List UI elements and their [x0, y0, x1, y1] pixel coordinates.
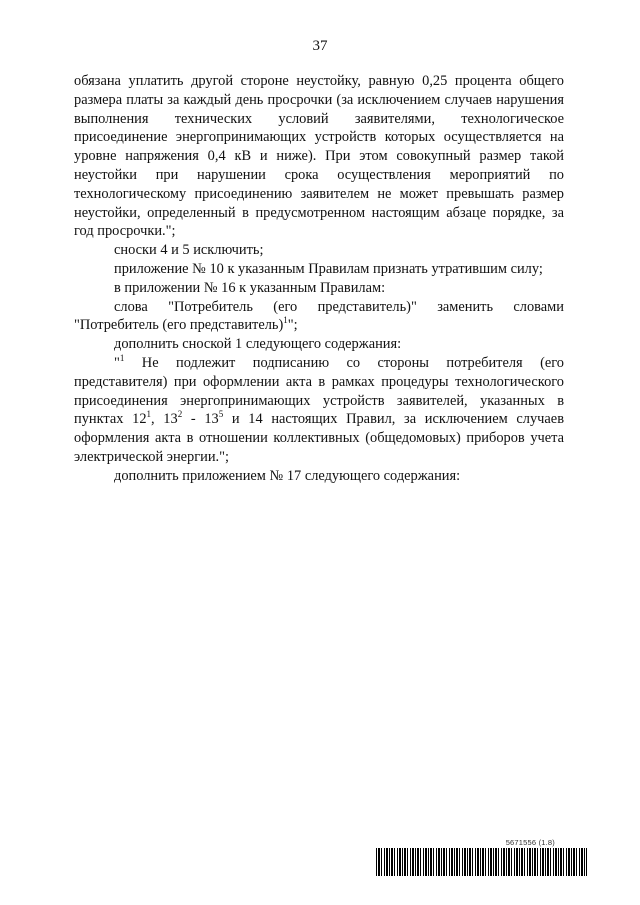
page-number: 37: [312, 38, 328, 54]
superscript: 2: [177, 409, 183, 420]
barcode-icon: [376, 848, 587, 876]
superscript: 1: [146, 409, 152, 420]
paragraph-penalty: обязана уплатить другой стороне неустойку, равную 0,25 процента общего размера платы за каждый день просрочки (за исключением случаев нарушения выполнения технических условий заявителями, технологическое присоединение энергопринимающих устройств которых осуществляется на уровне напряжения 0,4 кВ и ниже). При этом совокупный размер такой неустойки при нарушении срока осуществления мероприятий по технологическому присоединению заявителем не может превышать размер неустойки, определенный в предусмотренном настоящим абзаце порядке, за год просрочки.";: [74, 73, 564, 240]
text-segment: слова "Потребитель (его представитель)" заменить словами "Потребитель (его представитель): [74, 298, 564, 334]
text-segment: ": [114, 354, 120, 371]
paragraph-add-appendix-17: дополнить приложением № 17 следующего содержания:: [114, 467, 461, 484]
text-segment: Не подлежит подписанию со стороны потребителя (его представителя) при оформлении акта в рамках процедуры технологического присоединения энергопринимающих устройств заявителей, указанных в пунктах 12: [74, 354, 564, 428]
paragraph-replace-words: [74, 298, 564, 336]
document-body: [74, 72, 564, 486]
superscript: 1: [119, 352, 125, 363]
barcode-label: 5671556 (1.8): [505, 838, 555, 847]
text-segment: ";: [287, 317, 298, 334]
paragraph-add-footnote: дополнить сноской 1 следующего содержания:: [114, 336, 402, 353]
paragraph-footnote-text: [74, 354, 564, 467]
text-segment: , 13: [151, 411, 178, 428]
superscript: 5: [218, 409, 224, 420]
superscript: 1: [283, 315, 288, 326]
text-segment: и 14 настоящих Правил, за исключением случаев оформления акта в отношении коллективных (общедомовых) приборов учета электрической энергии.";: [74, 411, 564, 465]
text-segment: - 13: [182, 411, 219, 428]
document-barcode: [376, 838, 587, 878]
paragraph-appendix-10: приложение № 10 к указанным Правилам признать утратившим силу;: [114, 260, 543, 277]
paragraph-appendix-16: в приложении № 16 к указанным Правилам:: [114, 279, 386, 296]
paragraph-footnotes-exclude: сноски 4 и 5 исключить;: [114, 242, 264, 259]
